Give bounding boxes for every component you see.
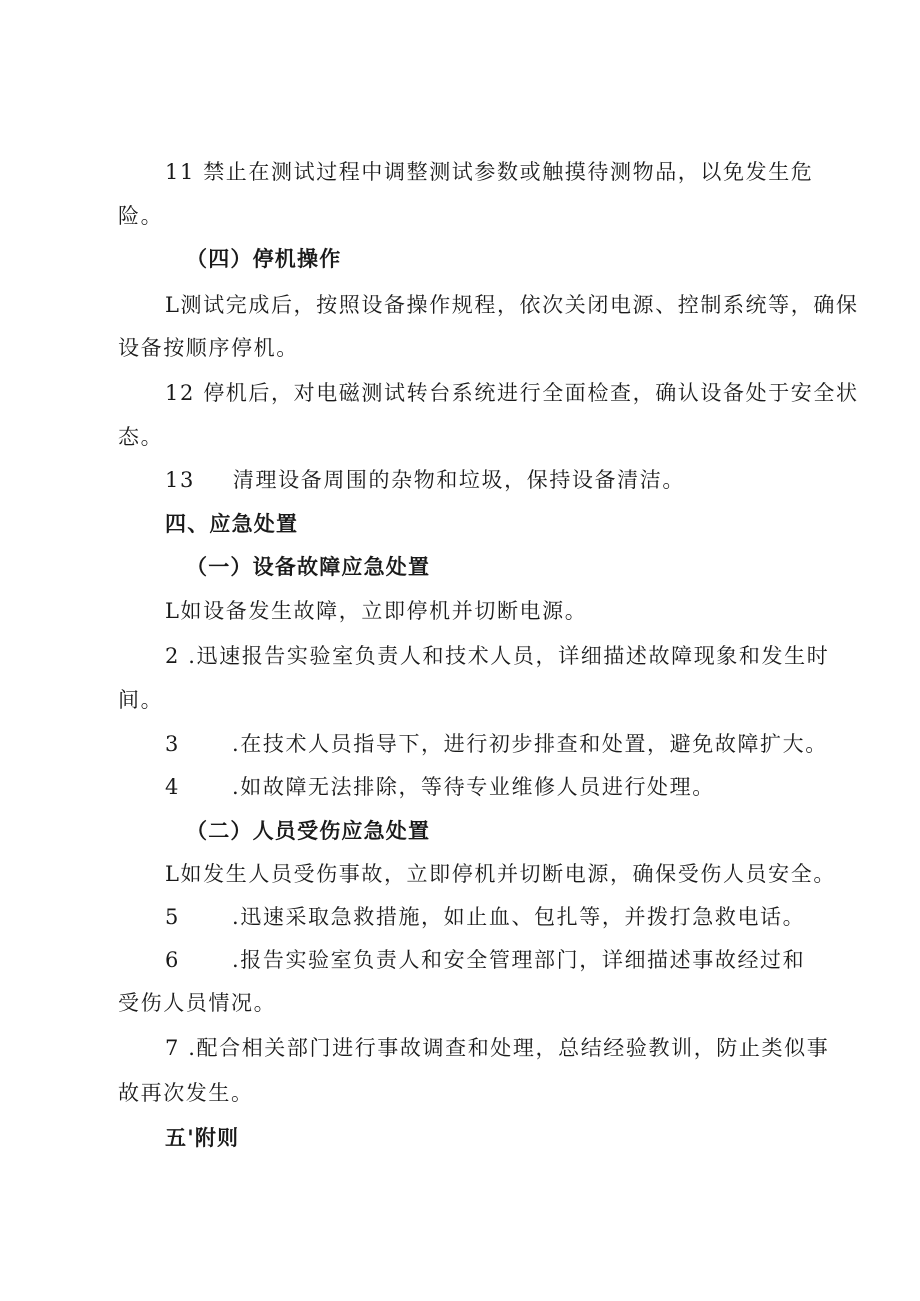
fault-item-3-number: 3 (165, 732, 180, 756)
injury-item-5-number: 5 (165, 905, 180, 929)
fault-item-3 (165, 730, 828, 758)
item-13-text: 清理设备周围的杂物和垃圾，保持设备清洁。 (232, 468, 685, 492)
chapter-emergency-heading: 四、应急处置 (165, 512, 299, 536)
section-stop-heading: （四）停机操作 (186, 247, 342, 271)
item-12-line-1: 12 停机后，对电磁测试转台系统进行全面检查，确认设备处于安全状 (165, 381, 859, 405)
item-11-line-2: 险。 (118, 204, 164, 228)
item-13 (165, 466, 685, 494)
injury-item-7-line-1: 7 .配合相关部门进行事故调查和处理，总结经验教训，防止类似事 (165, 1036, 830, 1060)
item-11-line-1: 11 禁止在测试过程中调整测试参数或触摸待测物品，以免发生危 (165, 160, 814, 184)
sub-equipment-fault-heading: （一）设备故障应急处置 (186, 555, 431, 579)
stop-item-1-line-2: 设备按顺序停机。 (118, 336, 299, 360)
stop-item-1-line-1: L测试完成后，按照设备操作规程，依次关闭电源、控制系统等，确保 (165, 293, 859, 317)
chapter-appendix-heading: 五'附则 (165, 1126, 240, 1150)
fault-item-4-number: 4 (165, 775, 180, 799)
fault-item-2-line-2: 间。 (118, 688, 164, 712)
injury-item-6-line-1 (165, 946, 805, 974)
injury-item-5-text: .迅速采取急救措施，如止血、包扎等，并拨打急救电话。 (231, 905, 806, 929)
item-12-line-2: 态。 (118, 425, 164, 449)
injury-item-6-text: .报告实验室负责人和安全管理部门，详细描述事故经过和 (231, 948, 806, 972)
injury-item-6-number: 6 (165, 948, 180, 972)
injury-item-6-line-2: 受伤人员情况。 (118, 991, 277, 1015)
injury-item-1: L如发生人员受伤事故，立即停机并切断电源，确保受伤人员安全。 (165, 862, 836, 886)
item-13-number: 13 (165, 468, 195, 492)
fault-item-4 (165, 773, 715, 801)
fault-item-3-text: .在技术人员指导下，进行初步排查和处置，避免故障扩大。 (231, 732, 828, 756)
fault-item-2-line-1: 2 .迅速报告实验室负责人和技术人员，详细描述故障现象和发生时 (165, 644, 830, 668)
fault-item-4-text: .如故障无法排除，等待专业维修人员进行处理。 (231, 775, 715, 799)
injury-item-7-line-2: 故再次发生。 (118, 1081, 254, 1105)
injury-item-5 (165, 903, 805, 931)
sub-injury-heading: （二）人员受伤应急处置 (186, 819, 431, 843)
fault-item-1: L如设备发生故障，立即停机并切断电源。 (165, 599, 588, 623)
